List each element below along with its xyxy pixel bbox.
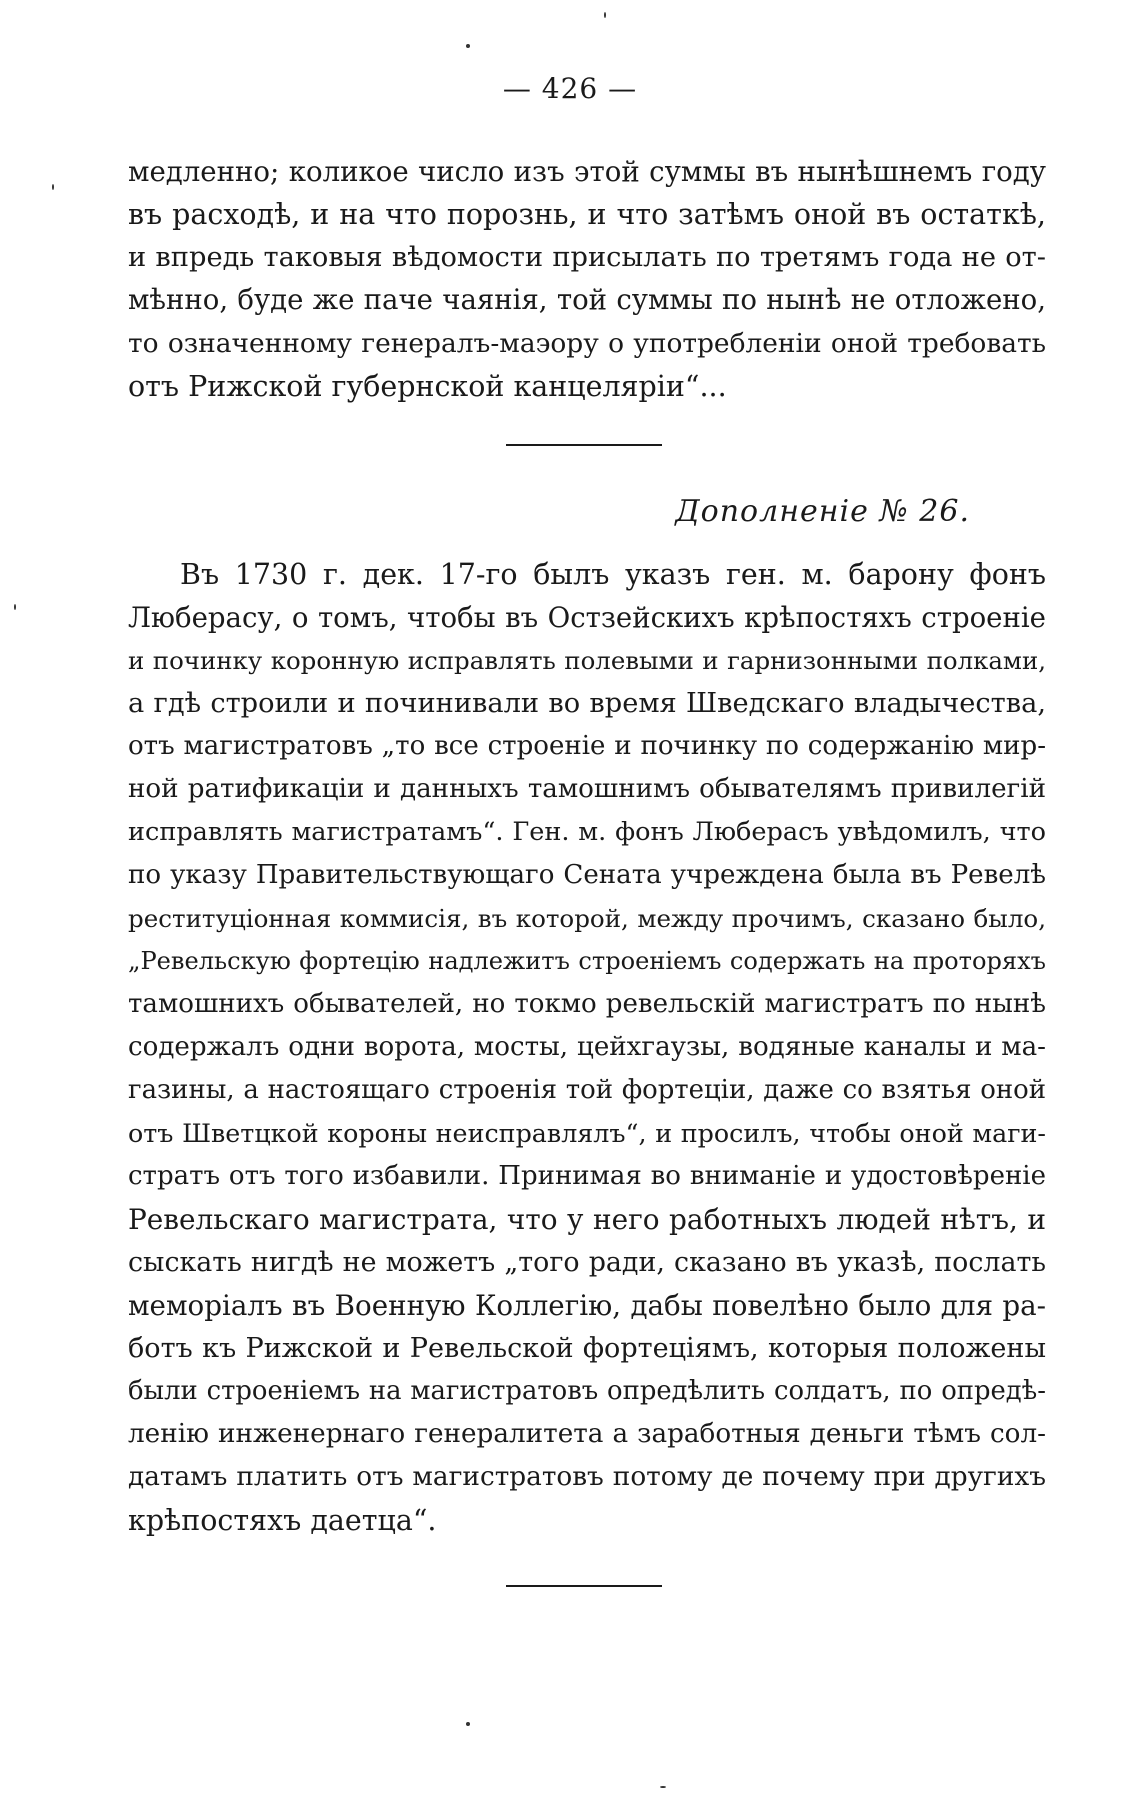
text-line: въ расходѣ, и на что порознь, и что затѣмъ оной въ остаткѣ,: [128, 198, 1046, 231]
continuation-paragraph: [128, 150, 1046, 408]
text-line: Въ 1730 г. дек. 17-го былъ указъ ген. м. барону фонъ: [180, 558, 1046, 591]
text-line: ленію инженернаго генералитета а заработныя деньги тѣмъ сол-: [128, 1419, 1046, 1449]
page-number: — 426 —: [502, 72, 638, 105]
text-line: по указу Правительствующаго Сената учреждена была въ Ревелѣ: [128, 860, 1046, 890]
text-line: медленно; коликое число изъ этой суммы въ нынѣшнемъ году: [128, 155, 1046, 188]
text-line: тамошнихъ обывателей, но токмо ревельскій магистратъ по нынѣ: [128, 989, 1046, 1019]
text-line: датамъ платить отъ магистратовъ потому де почему при другихъ: [128, 1462, 1046, 1492]
scan-speck: [466, 1722, 470, 1726]
scan-speck: [52, 184, 54, 190]
addendum-paragraph: [128, 553, 1046, 1542]
text-line: и починку коронную исправлять полевыми и гарнизонными полками,: [128, 646, 1046, 675]
text-line: исправлять магистратамъ“. Ген. м. фонъ Люберасъ увѣдомилъ, что: [128, 817, 1046, 847]
section-divider: [506, 444, 662, 446]
text-line: и впредь таковыя вѣдомости присылать по третямъ года не от-: [128, 242, 1046, 273]
scan-speck: [14, 604, 16, 610]
text-line: содержалъ одни ворота, мосты, цейхгаузы, водяные каналы и ма-: [128, 1032, 1046, 1062]
text-line: отъ Рижской губернской канцеляріи“...: [128, 370, 727, 403]
text-line: ной ратификаціи и данныхъ тамошнимъ обывателямъ привилегій: [128, 774, 1046, 804]
scan-speck: [466, 44, 470, 48]
text-line: мѣнно, буде же паче чаянія, той суммы по нынѣ не отложено,: [128, 284, 1046, 316]
text-line: стратъ отъ того избавили. Принимая во вниманіе и удостовѣреніе: [128, 1161, 1046, 1191]
text-line: а гдѣ строили и починивали во время Шведскаго владычества,: [128, 688, 1046, 719]
scan-speck: [660, 1786, 666, 1788]
text-line: сыскать нигдѣ не можетъ „того ради, сказано въ указѣ, послать: [128, 1247, 1046, 1278]
text-line: „Ревельскую фортецію надлежитъ строеніемъ содержать на проторяхъ: [128, 947, 1046, 975]
text-line: газины, а настоящаго строенія той фортеціи, даже со взятья оной: [128, 1075, 1046, 1105]
text-line: реституціонная коммисія, въ которой, между прочимъ, сказано было,: [128, 904, 1046, 933]
scan-speck: [604, 12, 606, 18]
text-line: крѣпостяхъ даетца“.: [128, 1504, 437, 1537]
text-line: меморіалъ въ Военную Коллегію, дабы повелѣно было для ра-: [128, 1289, 1046, 1322]
text-line: ботъ къ Рижской и Ревельской фортеціямъ, которыя положены: [128, 1333, 1046, 1364]
text-line: отъ Шветцкой короны неисправлялъ“, и просилъ, чтобы оной маги-: [128, 1118, 1046, 1148]
text-line: Люберасу, о томъ, чтобы въ Остзейскихъ крѣпостяхъ строеніе: [128, 601, 1046, 634]
section-divider: [506, 1585, 662, 1587]
text-line: Ревельскаго магистрата, что у него работныхъ людей нѣтъ, и: [128, 1203, 1046, 1236]
section-heading: Дополненіе № 26.: [675, 494, 970, 529]
text-line: отъ магистратовъ „то все строеніе и починку по содержанію мир-: [128, 731, 1046, 761]
text-line: были строеніемъ на магистратовъ опредѣлить солдатъ, по опредѣ-: [128, 1376, 1046, 1406]
text-line: то означенному генералъ-маэору о употребленіи оной требовать: [128, 328, 1046, 359]
